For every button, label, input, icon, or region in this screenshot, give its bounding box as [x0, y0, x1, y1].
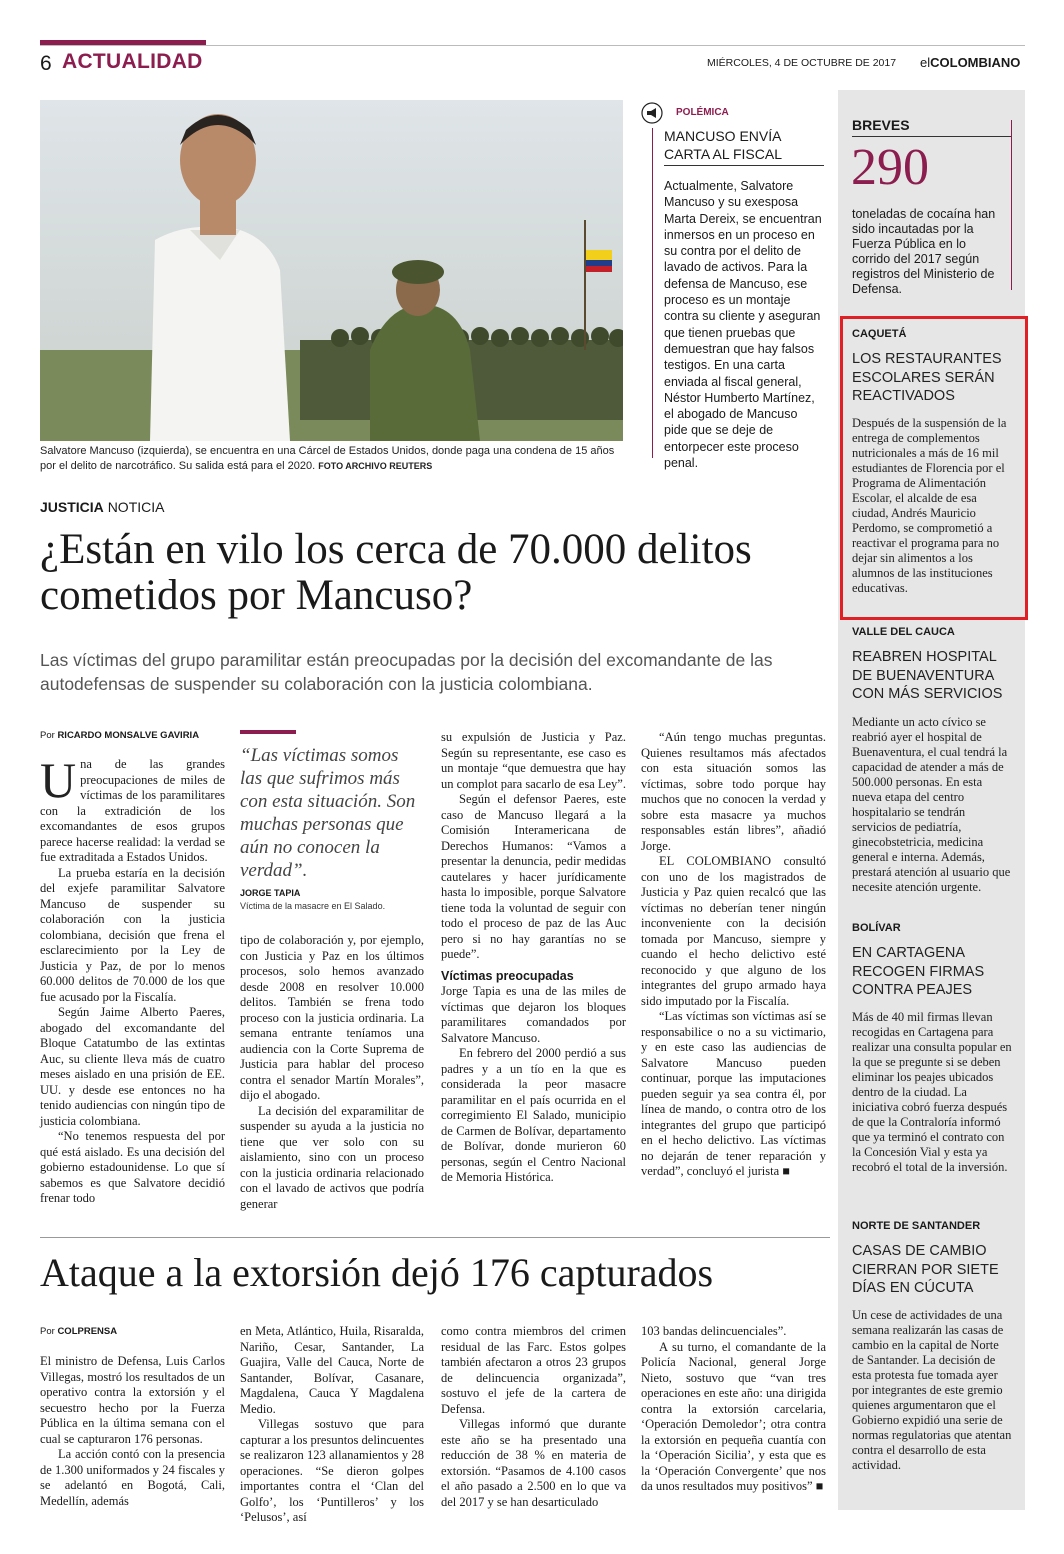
polemica-title: MANCUSO ENVÍA CARTA AL FISCAL — [664, 128, 783, 162]
paragraph: Según el defensor Paeres, este caso de Mancuso llegará a la Comisión Interamericana de Derechos Humanos: “Vamos a presentar la denuncia, pedir medidas cautelares y hacer jurídicamente hasta lo imposible, porque Salvatore tiene toda la voluntad de seguir con todo el proceso de paz de las Auc pero si no hay garantías no se puede”. — [441, 792, 626, 961]
issue-date: MIÉRCOLES, 4 DE OCTUBRE DE 2017 — [707, 57, 897, 69]
subheading: Víctimas preocupadas — [441, 968, 574, 983]
article-kicker — [40, 499, 164, 515]
paragraph: su expulsión de Justicia y Paz. Según su representante, ese caso es un montaje “que demuestra que hay un complot para sacarlo de esa Ley”. — [441, 730, 626, 791]
breves-accent-line — [1011, 120, 1012, 290]
paragraph: A su turno, el comandante de la Policía Nacional, general Jorge Nieto, sostuvo que “van tres operaciones en este año: una dirigida contra la extorsión carcelaria, ‘Operación Demoledor’; otra contra la extorsión en pequeña cuantía con la ‘Operación Sicilia’, y esta que es la ‘Operación Convergente’ que nos da unos resultados muy positivos” ■ — [641, 1339, 826, 1493]
photo-caption — [40, 444, 625, 474]
paragraph: En febrero del 2000 perdió a sus padres y a un tío en la que es considerada la peor masacre paramilitar en el país ocurrida en el corregimiento El Salado, municipio de Carmen de Bolívar, departamento de Bolívar, donde murieron 60 personas, según el Centro Nacional de Memoria Histórica. — [441, 1046, 626, 1184]
article2-byline — [40, 1326, 117, 1337]
mancuso-photo-illustration — [40, 100, 623, 441]
polemica-rule — [652, 128, 653, 458]
brief-title: LOS RESTAURANTES ESCOLARES SERÁN REACTIVADOS — [852, 351, 1002, 404]
article-column-2 — [240, 933, 424, 1212]
article-divider — [40, 1237, 830, 1238]
megaphone-icon — [641, 102, 663, 124]
paragraph: La decisión del exparamilitar de suspender su ayuda a la justicia no tiene que ver solo con su aislamiento, sino con un proceso con la justicia ordinaria relacionado con el lavado de activos que podría generar — [240, 1103, 424, 1211]
article-headline: ¿Están en vilo los cerca de 70.000 delitos cometidos por Mancuso? — [40, 526, 752, 619]
header-rule — [40, 45, 1025, 46]
brief-body: Después de la suspensión de la entrega de complementos nutricionales a más de 16 mil estudiantes de Florencia por el Programa de Alimentación Escolar, el alcalde de esa ciudad, Andrés Mauricio Perdomo, se comprometió a reactivar el programa para no dejar sin alimentos a los alumnos de las instituciones educativas. — [852, 416, 1007, 595]
brand-name: COLOMBIANO — [930, 55, 1021, 70]
caption-text: Salvatore Mancuso (izquierda), se encuentra en una Cárcel de Estados Unidos, donde paga una condena de 15 años por el delito de narcotráfico. Su salida está para el 2020. — [40, 445, 615, 472]
paragraph: en Meta, Atlántico, Huila, Risaralda, Nariño, Cesar, Santander, La Guajira, Valle del Cauca, Norte de Santander, Bolívar, Casanare, Magdalena, Cauca Y Magdalena Medio. — [240, 1324, 424, 1416]
brief-title: EN CARTAGENA RECOGEN FIRMAS CONTRA PEAJES — [852, 945, 985, 998]
breves-figure: 290 — [851, 139, 929, 196]
paragraph: EL COLOMBIANO consultó con uno de los magistrados de Justicia y Paz quien recalcó que las víctimas no deberían tener ningún inconveniente con la decisión tomada por Mancuso, siempre y cuando el hecho delictivo esté reconocido y que alguno de los integrantes del grupo armado haya sido imputado por la Fiscalía. — [641, 854, 826, 1008]
brief-body: Mediante un acto cívico se reabrió ayer el hospital de Buenaventura, el cual tendrá la capacidad de atender a más de 500.000 personas. En esta nueva etapa del centro hospitalario se tendrán servicios de pediatría, ginecobstetricia, medicina general e interna. Además, prestará atención al usuario que necesite atención urgente. — [852, 715, 1011, 894]
kicker-category: JUSTICIA — [40, 499, 104, 515]
paragraph: tipo de colaboración y, por ejemplo, con Justicia y Paz en los últimos procesos, solo hemos avanzado desde 2008 en resolver 10.000 delitos. También se frena todo proceso con la justicia ordinaria. La semana entrante teníamos una audiencia con la Corte Suprema de Justicia para hablar del proceso contra el senador Martín Morales”, dijo el abogado. — [240, 933, 424, 1102]
brief-title: CASAS DE CAMBIO CIERRAN POR SIETE DÍAS EN CÚCUTA — [852, 1243, 999, 1296]
article2-column-3 — [441, 1324, 626, 1510]
paragraph: “No tenemos respuesta del por qué está aislado. Es una decisión del gobierno estadounidense. Lo que sí sabemos es que Salvatore decidió frenar todo — [40, 1129, 225, 1205]
page-number: 6 — [40, 52, 52, 75]
paragraph: La acción contó con la presencia de 1.300 uniformados y 24 fiscales y se adelantó en Bogotá, Cali, Medellín, además — [40, 1447, 225, 1508]
paragraph: como contra miembros del crimen residual de las Farc. Estos golpes también afectaron a otros 23 grupos de delincuencia organizada”, sostuvo el jefe de la cartera de Defensa. — [441, 1324, 626, 1416]
article2-column-2 — [240, 1324, 424, 1526]
brief-region: CAQUETÁ — [852, 328, 907, 340]
paragraph: “Las víctimas son víctimas así se responsabilice o no a su victimario, y en este caso las audiencias de Salvatore Mancuso pueden continuar, porque las imputaciones pueden seguir ya sea contra él, por línea de mando, o contra otro de los integrantes del grupo que participó en el hecho delictivo. Las víctimas no dejarán de tener reparación y verdad”, concluyó el jurista ■ — [641, 1009, 826, 1178]
breves-rule — [852, 136, 1012, 137]
paragraph: La prueba estaría en la decisión del exjefe paramilitar Salvatore Mancuso de suspender su colaboración con la justicia colombiana, decisión que frena el esclarecimiento por la Ley de Justicia y Paz, de por lo menos 60.000 delitos de 70.000 de los que fue acusado por la Fiscalía. — [40, 865, 225, 1004]
main-photo — [40, 100, 623, 441]
paragraph: Jorge Tapia es una de las miles de víctimas que dejaron los bloques paramilitares comandados por Salvatore Mancuso. — [441, 984, 626, 1045]
photo-credit: FOTO ARCHIVO REUTERS — [318, 461, 433, 471]
breves-figure-text: toneladas de cocaína han sido incautadas por la Fuerza Pública en lo corrido del 2017 según registros del Ministerio de Defensa. — [852, 207, 996, 296]
paragraph: Villegas informó que durante este año se ha presentado una reducción de 38 % en materia de extorsión. “Pasamos de 4.100 casos el año pasado a 2.500 en lo que va del 2017 y se han desarticulado — [441, 1417, 626, 1509]
polemica-title-rule — [664, 165, 824, 166]
article-column-3 — [441, 730, 626, 1186]
highlight-box — [840, 316, 1028, 620]
pull-quote: “Las víctimas somos las que sufrimos más con esta situación. Son muchas personas que aún no conocen la verdad”. — [240, 745, 416, 881]
paragraph: Villegas sostuvo que para capturar a los presuntos delincuentes se realizaron 123 allanamientos y 28 operaciones. “Se dieron golpes importantes contra el ‘Clan del Golfo’, los ‘Puntilleros’ y los ‘Pelusos’, así — [240, 1417, 424, 1524]
breves-label: BREVES — [852, 117, 910, 133]
article2-column-4 — [641, 1324, 826, 1495]
quote-accent-bar — [240, 730, 296, 734]
article2-headline: Ataque a la extorsión dejó 176 capturados — [40, 1250, 714, 1295]
article-column-1 — [40, 752, 225, 1207]
paragraph: El ministro de Defensa, Luis Carlos Villegas, mostró los resultados de un operativo contra la extorsión y el secuestro hecho por la Fuerza Pública en la última semana con el cual se capturaron 176 personas. — [40, 1354, 225, 1446]
section-title: ACTUALIDAD — [62, 50, 203, 73]
quote-author: JORGE TAPIA — [240, 888, 301, 898]
quote-role: Víctima de la masacre en El Salado. — [240, 901, 386, 911]
brief-region: NORTE DE SANTANDER — [852, 1220, 981, 1232]
polemica-body: Actualmente, Salvatore Mancuso y su exesposa Marta Dereix, se encuentran inmersos en un proceso en su contra por el delito de lavado de activos. Para la defensa de Mancuso, ese proceso es un montaje contra su cliente y aseguran que tienen pruebas que demuestran que hay falsos testigos. En una carta enviada al fiscal general, Néstor Humberto Martínez, el abogado de Mancuso pide que se deje de entorpecer este proceso penal. — [664, 179, 822, 471]
article-byline — [40, 730, 199, 741]
brief-region: VALLE DEL CAUCA — [852, 626, 955, 638]
article2-column-1 — [40, 1354, 225, 1509]
byline-author: COLPRENSA — [57, 1326, 118, 1337]
drop-cap: U — [40, 752, 77, 808]
newspaper-brand — [920, 55, 1020, 70]
kicker-type: NOTICIA — [107, 499, 165, 515]
brand-prefix: el — [920, 55, 931, 70]
brief-region: BOLÍVAR — [852, 922, 901, 934]
article-column-4 — [641, 730, 826, 1180]
brief-body: Más de 40 mil firmas llevan recogidas en Cartagena para realizar una consulta popular en la que se pregunte si se deben eliminar los peajes ubicados dentro de la ciudad. La iniciativa cobró fuerza después de que la Contraloría informó que ya terminó el contrato con la Concesión Vial y esta ya recobró el total de la inversión. — [852, 1010, 1012, 1174]
byline-prefix: Por — [40, 1326, 55, 1337]
byline-prefix: Por — [40, 730, 55, 741]
brief-title: REABREN HOSPITAL DE BUENAVENTURA CON MÁS SERVICIOS — [852, 649, 1003, 702]
byline-author: RICARDO MONSALVE GAVIRIA — [57, 730, 200, 741]
paragraph: Según Jaime Alberto Paeres, abogado del excomandante del Bloque Catatumbo de las extintas Auc, su cliente lleva más de cuatro meses aislado en una prisión de EE. UU. y desde ese entonces no ha tenido audiencias con ningún tipo de justicia colombiana. — [40, 1005, 225, 1128]
paragraph: 103 bandas delincuenciales”. — [641, 1324, 787, 1338]
brief-body: Un cese de actividades de una semana realizarán las casas de cambio en la capital de Norte de Santander. La decisión de esta protesta fue tomada ayer por integrantes de este gremio quienes argumentaron que el Gobierno expidió una serie de normas regulatorias que atentan contra el desarrollo de esta actividad. — [852, 1308, 1012, 1472]
article-deck: Las víctimas del grupo paramilitar están preocupadas por la decisión del excomandante de las autodefensas de suspender su colaboración con la justicia colombiana. — [40, 650, 773, 694]
paragraph: na de las grandes preocupaciones de miles de víctimas de los paramilitares con la extradición de los excomandantes de esos grupos parece hacerse realidad: la verdad se fue extraditada a Estados Unidos. — [40, 757, 225, 864]
paragraph: “Aún tengo muchas preguntas. Quienes resultamos más afectados con esta situación somos las víctimas, sobre todo porque hay muchos que no conocen la verdad y sobre esta masacre ya muchos responsables están libres”, añadió Jorge. — [641, 730, 826, 853]
polemica-label: POLÉMICA — [676, 107, 729, 118]
